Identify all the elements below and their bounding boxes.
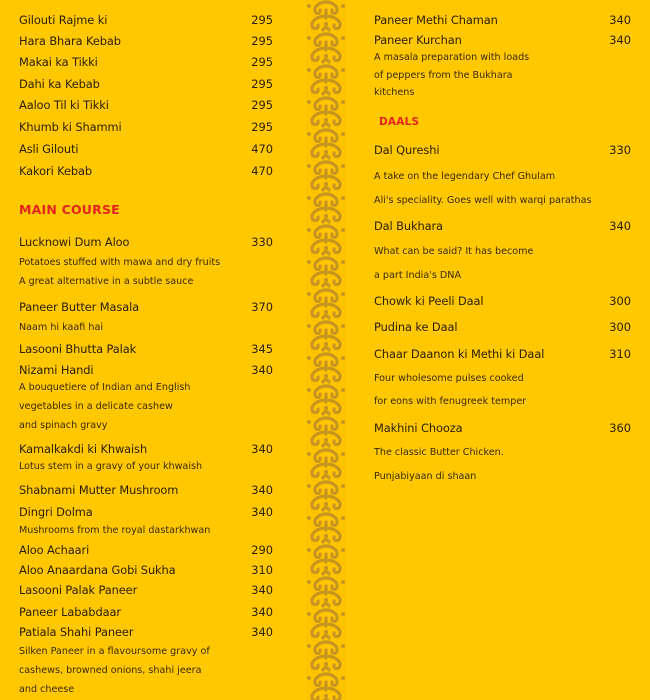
item-name: Pudina ke Daal	[374, 320, 458, 334]
item-name: Paneer Methi Chaman	[374, 13, 498, 27]
section-title-daals: DAALS	[379, 116, 420, 128]
item-name: Paneer Lababdaar	[19, 605, 121, 619]
item-description: A great alternative in a subtle sauce	[19, 276, 194, 287]
item-description: A bouquetiere of Indian and English	[19, 382, 191, 393]
item-price: 340	[251, 583, 273, 597]
item-name: Hara Bhara Kebab	[19, 34, 121, 48]
item-description: Four wholesome pulses cooked	[374, 373, 524, 384]
item-name: Makhini Chooza	[374, 421, 463, 435]
item-price: 330	[251, 235, 273, 249]
item-price: 470	[251, 164, 273, 178]
item-description: Silken Paneer in a flavoursome gravy of	[19, 646, 210, 657]
item-price: 295	[251, 55, 273, 69]
item-price: 340	[609, 219, 631, 233]
item-description: Naam hi kaafi hai	[19, 322, 103, 333]
item-description: Ali's speciality. Goes well with warqi parathas	[374, 195, 592, 206]
item-name: Lucknowi Dum Aloo	[19, 235, 130, 249]
item-description: Potatoes stuffed with mawa and dry fruits	[19, 257, 221, 268]
item-description: and cheese	[19, 684, 75, 695]
item-price: 340	[251, 483, 273, 497]
item-price: 300	[609, 294, 631, 308]
item-price: 295	[251, 77, 273, 91]
item-description: a part India's DNA	[374, 270, 462, 281]
item-name: Patiala Shahi Paneer	[19, 625, 134, 639]
item-price: 295	[251, 98, 273, 112]
item-name: Khumb ki Shammi	[19, 120, 122, 134]
ornament-pattern-icon	[306, 0, 346, 700]
item-price: 300	[609, 320, 631, 334]
item-price: 295	[251, 34, 273, 48]
item-name: Makai ka Tikki	[19, 55, 98, 69]
item-price: 340	[251, 605, 273, 619]
item-description: The classic Butter Chicken.	[374, 447, 504, 458]
item-description: Lotus stem in a gravy of your khwaish	[19, 461, 203, 472]
item-description: A take on the legendary Chef Ghulam	[374, 171, 556, 182]
item-name: Kamalkakdi ki Khwaish	[19, 442, 148, 456]
item-name: Aloo Anaardana Gobi Sukha	[19, 563, 176, 577]
item-price: 470	[251, 142, 273, 156]
item-price: 340	[251, 505, 273, 519]
item-description: Punjabiyaan di shaan	[374, 471, 477, 482]
item-name: Dingri Dolma	[19, 505, 93, 519]
item-price: 310	[609, 347, 631, 361]
item-price: 370	[251, 300, 273, 314]
item-name: Paneer Butter Masala	[19, 300, 140, 314]
item-description: vegetables in a delicate cashew	[19, 401, 173, 412]
item-name: Chaar Daanon ki Methi ki Daal	[374, 347, 545, 361]
item-price: 360	[609, 421, 631, 435]
item-name: Dal Bukhara	[374, 219, 443, 233]
item-name: Dahi ka Kebab	[19, 77, 100, 91]
item-description: for eons with fenugreek temper	[374, 396, 527, 407]
item-price: 310	[251, 563, 273, 577]
item-price: 340	[251, 625, 273, 639]
item-name: Lasooni Palak Paneer	[19, 583, 138, 597]
item-name: Aloo Achaari	[19, 543, 90, 557]
item-price: 340	[251, 442, 273, 456]
item-price: 340	[609, 33, 631, 47]
item-name: Paneer Kurchan	[374, 33, 462, 47]
item-price: 340	[609, 13, 631, 27]
ornamental-divider	[306, 0, 346, 700]
item-description: Mushrooms from the royal dastarkhwan	[19, 525, 211, 536]
item-name: Dal Qureshi	[374, 143, 440, 157]
item-price: 330	[609, 143, 631, 157]
item-price: 295	[251, 120, 273, 134]
item-price: 340	[251, 363, 273, 377]
item-description: of peppers from the Bukhara	[374, 70, 513, 81]
section-title-main-course: MAIN COURSE	[19, 202, 120, 217]
item-description: What can be said? It has become	[374, 246, 534, 257]
item-name: Lasooni Bhutta Palak	[19, 342, 137, 356]
item-description: cashews, browned onions, shahi jeera	[19, 665, 202, 676]
item-name: Kakori Kebab	[19, 164, 93, 178]
item-description: kitchens	[374, 87, 415, 98]
item-name: Shabnami Mutter Mushroom	[19, 483, 179, 497]
item-description: A masala preparation with loads	[374, 52, 530, 63]
item-name: Chowk ki Peeli Daal	[374, 294, 484, 308]
item-name: Asli Gilouti	[19, 142, 79, 156]
item-price: 295	[251, 13, 273, 27]
item-name: Gilouti Rajme ki	[19, 13, 108, 27]
item-name: Aaloo Til ki Tikki	[19, 98, 109, 112]
item-price: 345	[251, 342, 273, 356]
item-name: Nizami Handi	[19, 363, 94, 377]
item-price: 290	[251, 543, 273, 557]
item-description: and spinach gravy	[19, 420, 108, 431]
